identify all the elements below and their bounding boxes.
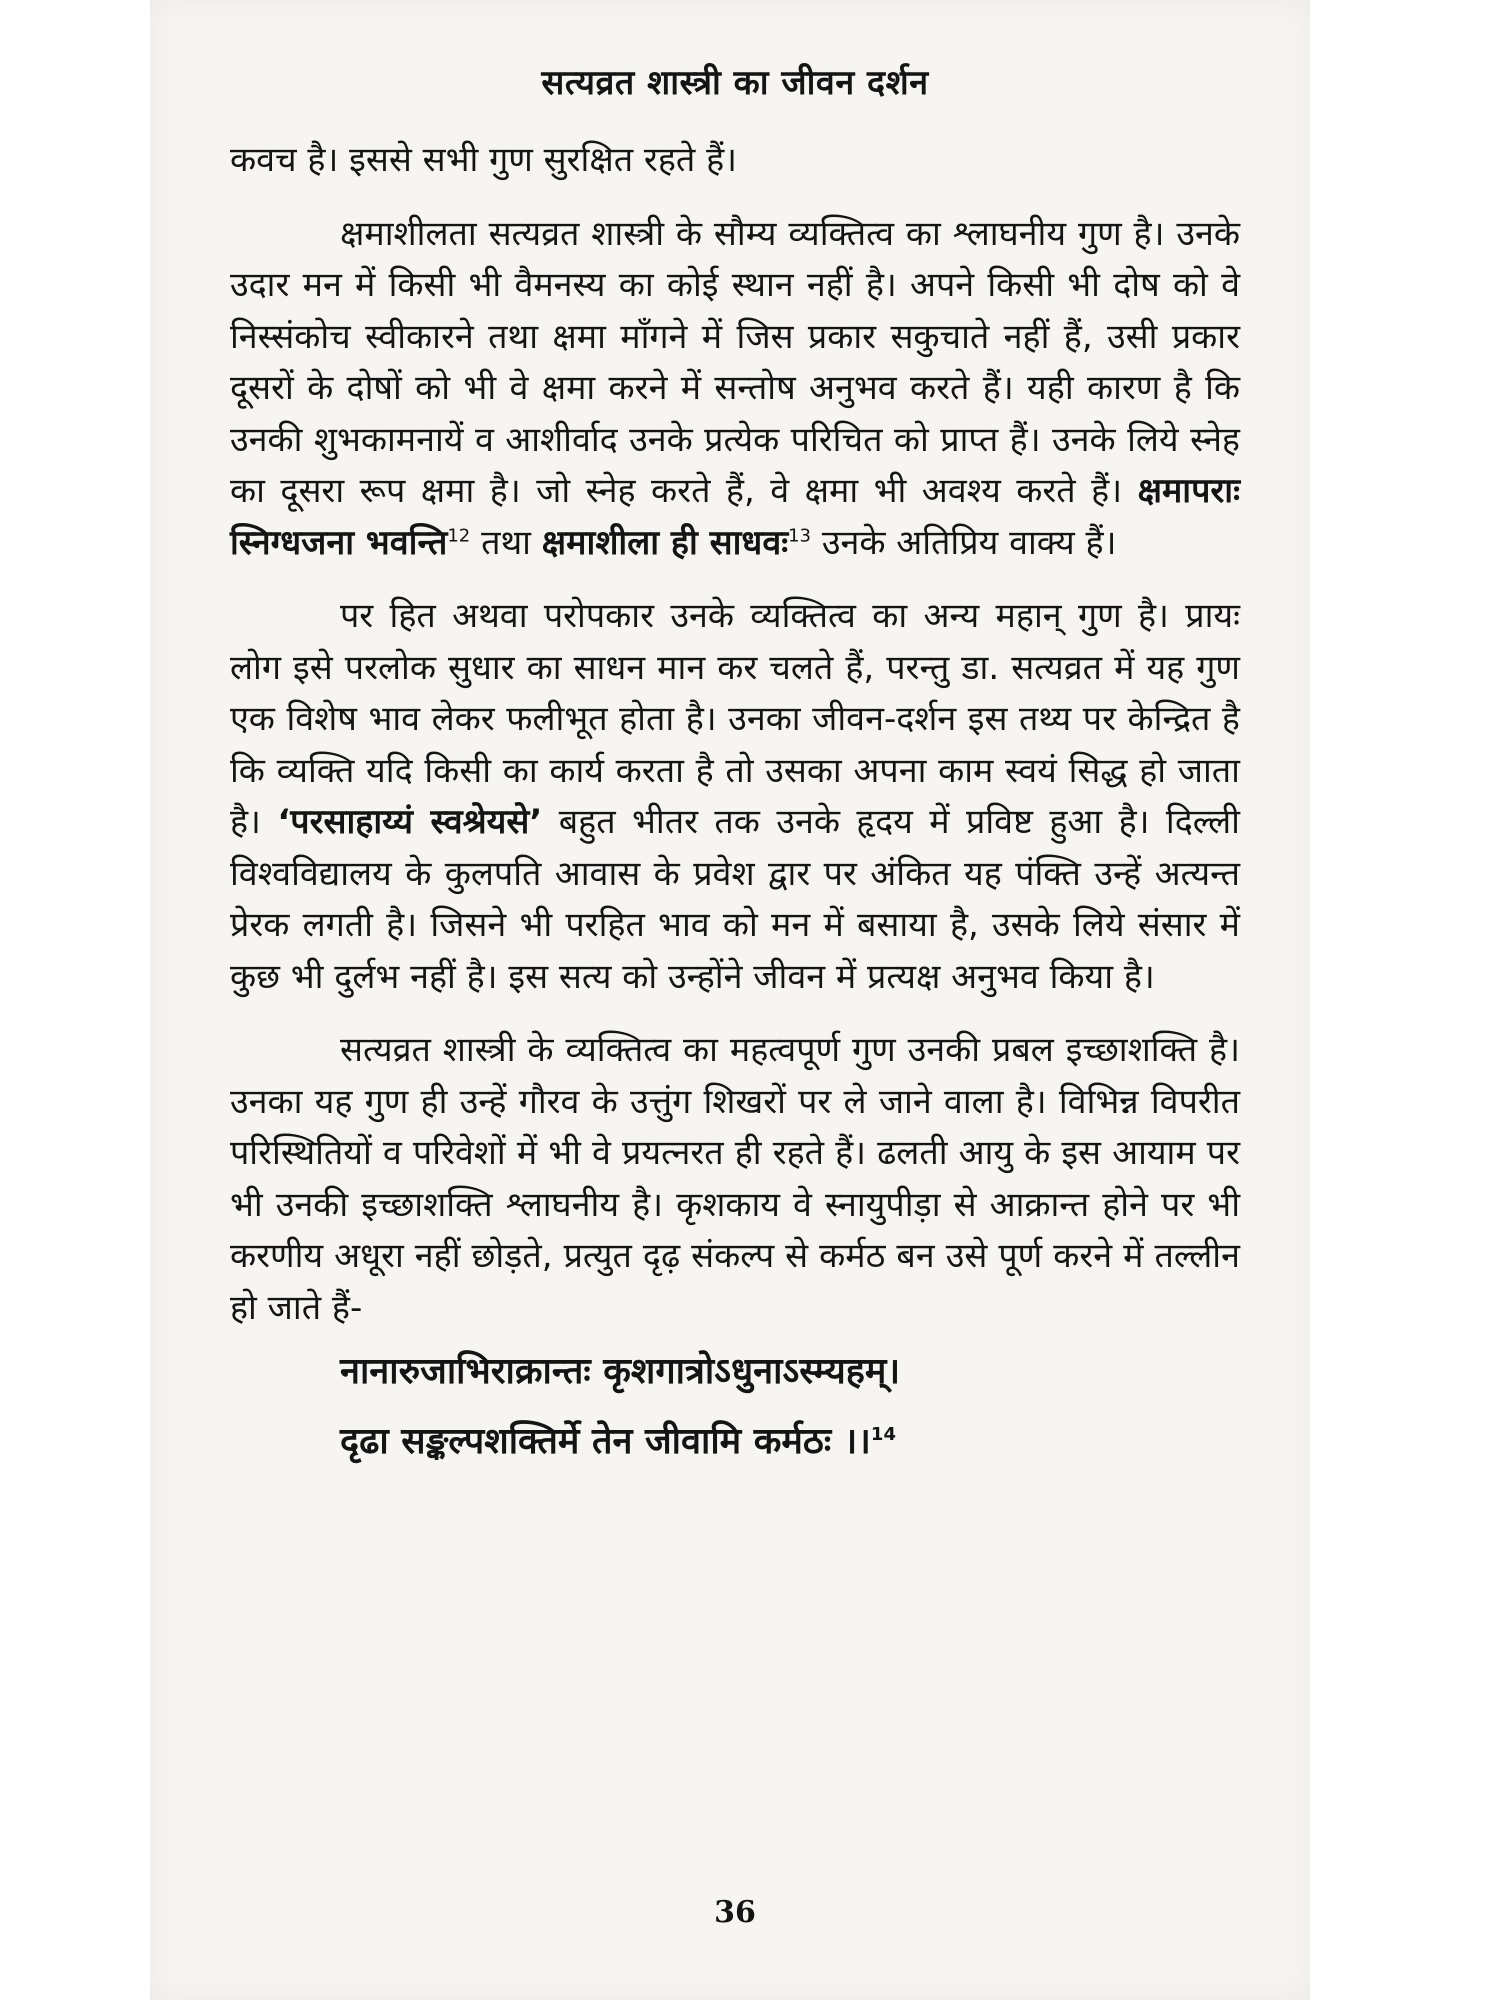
paragraph-text: बहुत भीतर तक उनके हृदय में प्रविष्ट हुआ है। दिल्ली विश्वविद्यालय के कुलपति आवास के प्रवेश द्वार पर अंकित यह पंक्ति उन्हें अत्यन्त प्रेरक लगती है। जिसने भी परहित भाव को मन में बसाया है, उसके लिये संसार में कुछ भी दुर्लभ नहीं है। इस सत्य को उन्होंने जीवन में प्रत्यक्ष अनुभव किया है। xyxy=(230,802,1240,997)
paragraph-forgiveness xyxy=(230,209,1240,570)
paragraph-text: तथा xyxy=(481,522,531,563)
footnote-marker: 12 xyxy=(447,525,471,547)
footnote-marker: 14 xyxy=(870,1423,896,1445)
sanskrit-quote: क्षमाशीला ही साधवः xyxy=(541,522,789,563)
sanskrit-quote: क्षमापराः स्निग्धजना भवन्ति xyxy=(230,471,1240,563)
book-page xyxy=(150,0,1310,2000)
paragraph-gap xyxy=(230,1003,1240,1025)
paragraph-text: क्षमाशीलता सत्यव्रत शास्त्री के सौम्य व्यक्तित्व का श्लाघनीय गुण है। उनके उदार मन में किसी भी वैमनस्य का कोई स्थान नहीं है। अपने किसी भी दोष को वे निस्संकोच स्वीकारने तथा क्षमा माँगने में जिस प्रकार सकुचाते नहीं हैं, उसी प्रकार दूसरों के दोषों को भी वे क्षमा करने में सन्तोष अनुभव करते हैं। यही कारण है कि उनकी शुभकामनायें व आशीर्वाद उनके प्रत्येक परिचित को प्राप्त हैं। उनके लिये स्नेह का दूसरा रूप क्षमा है। जो स्नेह करते हैं, वे क्षमा भी अवश्य करते हैं। xyxy=(230,213,1240,511)
paragraph-continuation: कवच है। इससे सभी गुण सुरक्षित रहते हैं। xyxy=(230,140,738,180)
paragraph-willpower: सत्यव्रत शास्त्री के व्यक्तित्व का महत्वपूर्ण गुण उनकी प्रबल इच्छाशक्ति है। उनका यह गुण ही उन्हें गौरव के उत्तुंग शिखरों पर ले जाने वाला है। विभिन्न विपरीत परिस्थितियों व परिवेशों में भी वे प्रयत्नरत ही रहते हैं। ढलती आयु के इस आयाम पर भी उनकी इच्छाशक्ति श्लाघनीय है। कृशकाय वे स्नायुपीड़ा से आक्रान्त होने पर भी करणीय अधूरा नहीं छोड़ते, प्रत्युत दृढ़ संकल्प से कर्मठ बन उसे पूर्ण करने में तल्लीन हो जाते हैं- xyxy=(230,1030,1240,1328)
body-text xyxy=(230,135,1240,1467)
verse-text: दृढा सङ्कल्पशक्तिर्मे तेन जीवामि कर्मठः ।। xyxy=(340,1420,871,1462)
paragraph-gap xyxy=(230,187,1240,209)
paragraph-gap xyxy=(230,569,1240,591)
page-content xyxy=(230,0,1240,2000)
running-head: सत्यव्रत शास्त्री का जीवन दर्शन xyxy=(541,63,929,103)
footnote-marker: 13 xyxy=(788,525,812,547)
paragraph-altruism xyxy=(230,591,1240,1003)
page-number: 36 xyxy=(714,1895,756,1930)
verse-line-2 xyxy=(230,1416,1240,1468)
verse-line-1: नानारुजाभिराक्रान्तः कृशगात्रोऽधुनाऽस्म्यहम्। xyxy=(340,1351,901,1392)
paragraph-text: उनके अतिप्रिय वाक्य हैं। xyxy=(821,522,1117,563)
paragraph-text: पर हित अथवा परोपकार उनके व्यक्तित्व का अन्य महान् गुण है। प्रायः लोग इसे परलोक सुधार का साधन मान कर चलते हैं, परन्तु डा. सत्यव्रत में यह गुण एक विशेष भाव लेकर फलीभूत होता है। उनका जीवन-दर्शन इस तथ्य पर केन्द्रित है कि व्यक्ति यदि किसी का कार्य करता है तो उसका अपना काम स्वयं सिद्ध हो जाता है। xyxy=(230,596,1240,842)
sanskrit-quote: ‘परसाहाय्यं स्वश्रेयसे’ xyxy=(277,802,543,842)
